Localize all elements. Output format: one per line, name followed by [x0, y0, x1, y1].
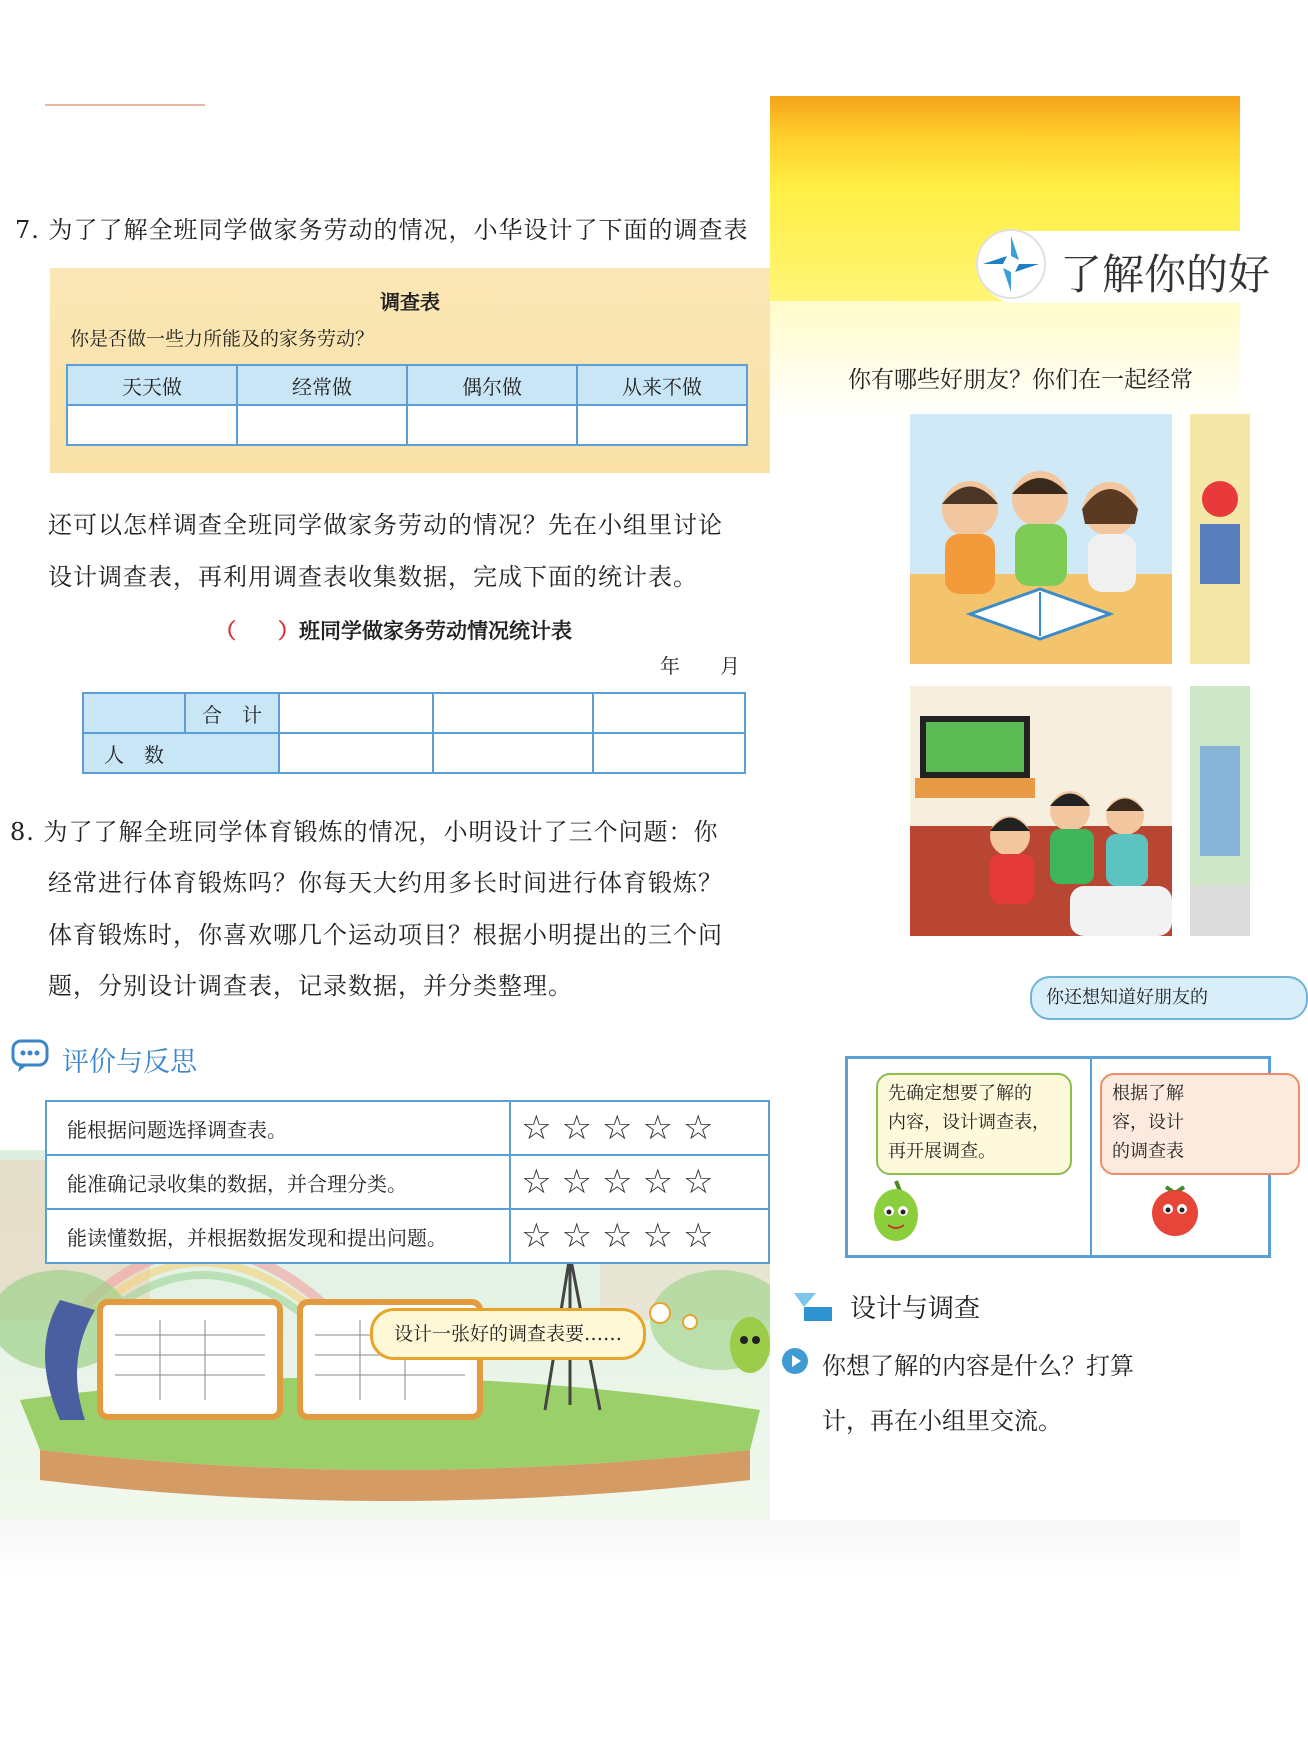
stat-date: 年 月 [660, 654, 740, 678]
eval-item: 能根据问题选择调查表。 [46, 1101, 510, 1155]
top-divider [45, 104, 205, 106]
page-shadow [0, 1520, 1240, 1580]
section-heading: 了解你的好 [1060, 250, 1271, 299]
green-pepper-mascot-icon [868, 1177, 924, 1245]
count-label: 人 数 [104, 742, 164, 767]
eval-title: 评价与反思 [62, 1047, 197, 1078]
question-7-text: 7. 为了了解全班同学做家务劳动的情况，小华设计了下面的调查表 [15, 216, 749, 244]
stat-cell [279, 693, 433, 733]
design-line-1: 你想了解的内容是什么？打算 [822, 1352, 1134, 1380]
answer-cell [237, 405, 407, 445]
speech-bubble-icon [10, 1038, 50, 1074]
option-daily: 天天做 [67, 365, 237, 405]
question-8-line-4: 题，分别设计调查表，记录数据，并分类整理。 [48, 972, 573, 1000]
thought-bubble: 设计一张好的调查表要…… [370, 1308, 646, 1360]
approach-panel [845, 1056, 1271, 1258]
stat-cell [593, 733, 745, 773]
stat-corner [83, 693, 185, 733]
option-sometimes: 偶尔做 [407, 365, 577, 405]
answer-cell [577, 405, 747, 445]
class-blank: （ ） [215, 619, 299, 643]
kids-table-tennis-illustration [1190, 414, 1250, 664]
stat-total-header: 合 计 [185, 693, 279, 733]
star-rating[interactable]: ☆☆☆☆☆ [510, 1155, 769, 1209]
question-8-line-1: 8. 为了了解全班同学体育锻炼的情况，小明设计了三个问题：你 [10, 818, 719, 846]
follow-up-question: 你还想知道好朋友的 [1030, 976, 1308, 1020]
play-bullet-icon [782, 1348, 808, 1374]
kids-watching-tv-illustration [910, 686, 1172, 936]
question-8-line-3: 体育锻炼时，你喜欢哪几个运动项目？根据小明提出的三个问 [48, 921, 723, 949]
panel-divider [1090, 1059, 1092, 1255]
pepper-speech-bubble [876, 1073, 1072, 1175]
stat-cell [593, 693, 745, 733]
star-rating[interactable]: ☆☆☆☆☆ [510, 1209, 769, 1263]
survey-table [66, 364, 748, 446]
bubble-line: 根据了解 [1112, 1083, 1184, 1104]
intro-question: 你有哪些好朋友？你们在一起经常 [848, 367, 1193, 393]
eval-table [45, 1100, 770, 1264]
option-never: 从来不做 [577, 365, 747, 405]
kids-outdoor-illustration [1190, 686, 1250, 936]
stat-cell [279, 733, 433, 773]
stat-cell [433, 693, 593, 733]
design-section-title: 设计与调查 [850, 1294, 981, 1324]
design-line-2: 计，再在小组里交流。 [822, 1407, 1062, 1435]
eval-item: 能准确记录收集的数据，并合理分类。 [46, 1155, 510, 1209]
compass-star-icon [975, 228, 1047, 300]
design-section-icon [790, 1289, 836, 1325]
stat-table [82, 692, 746, 774]
stat-table-title [215, 615, 572, 645]
stat-row-label [83, 733, 279, 773]
tomato-mascot-icon [1148, 1179, 1202, 1239]
right-page [770, 96, 1271, 1576]
bubble-line: 内容，设计调查表， [888, 1112, 1050, 1133]
stat-cell [433, 733, 593, 773]
question-7b-line-1: 还可以怎样调查全班同学做家务劳动的情况？先在小组里讨论 [48, 511, 723, 539]
answer-cell [407, 405, 577, 445]
tomato-speech-bubble [1100, 1073, 1300, 1175]
kids-reading-illustration [910, 414, 1172, 664]
star-rating[interactable]: ☆☆☆☆☆ [510, 1101, 769, 1155]
bubble-line: 的调查表 [1112, 1141, 1184, 1162]
bubble-line: 再开展调查。 [888, 1141, 996, 1162]
stat-title-text: 班同学做家务劳动情况统计表 [299, 619, 572, 643]
question-8-line-2: 经常进行体育锻炼吗？你每天大约用多长时间进行体育锻炼？ [48, 869, 723, 897]
survey-form [50, 268, 770, 473]
question-7b-line-2: 设计调查表，再利用调查表收集数据，完成下面的统计表。 [48, 563, 698, 591]
option-often: 经常做 [237, 365, 407, 405]
survey-question: 你是否做一些力所能及的家务劳动？ [70, 328, 375, 350]
eval-item: 能读懂数据，并根据数据发现和提出问题。 [46, 1209, 510, 1263]
answer-cell [67, 405, 237, 445]
survey-title: 调查表 [380, 290, 440, 314]
bubble-line: 容，设计 [1112, 1112, 1184, 1133]
bubble-line: 先确定想要了解的 [888, 1083, 1032, 1104]
